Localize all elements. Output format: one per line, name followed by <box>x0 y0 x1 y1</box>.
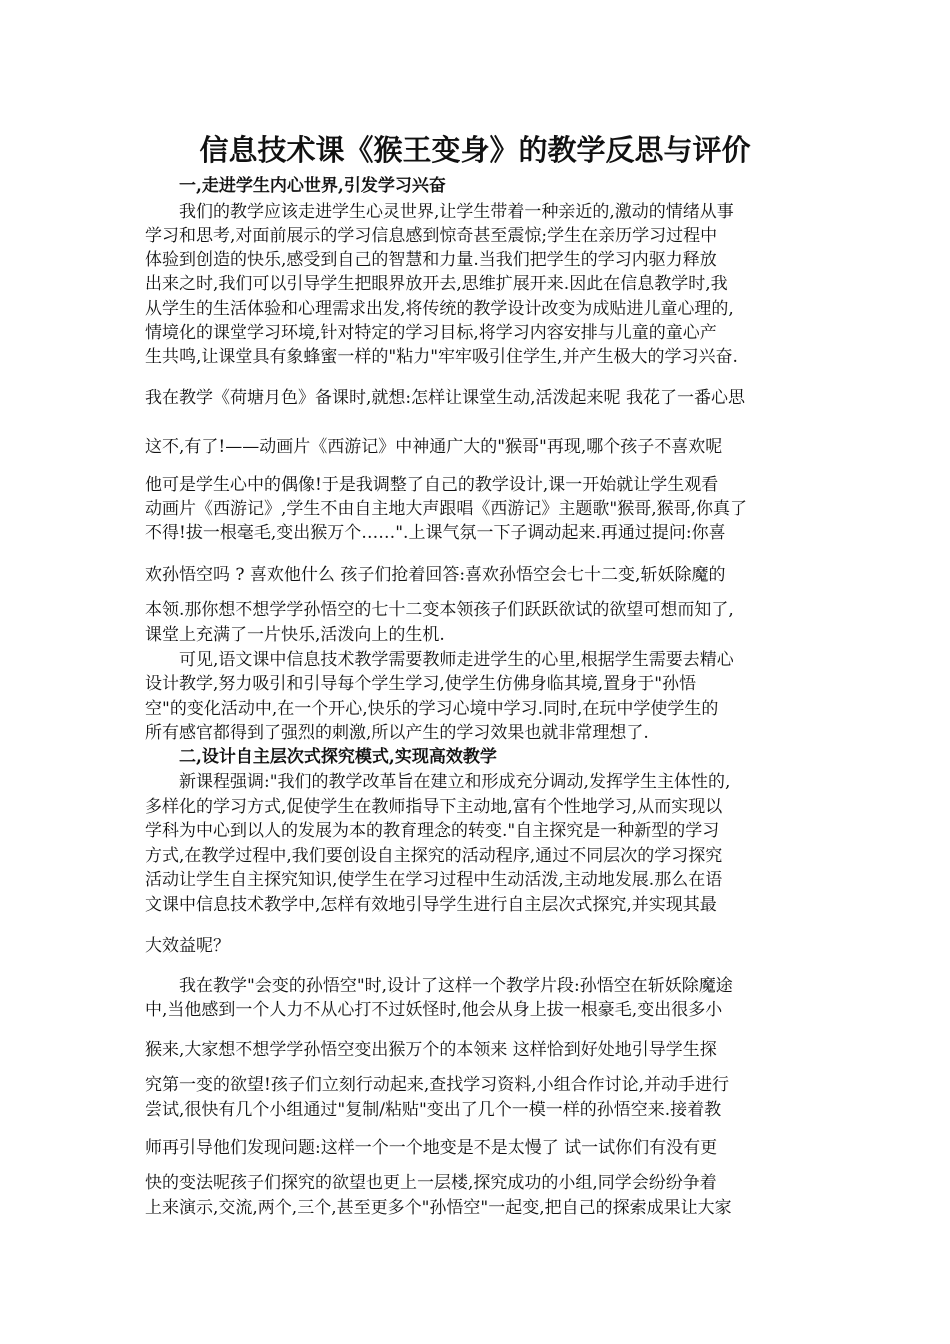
paragraph-line: 情境化的课堂学习环境,针对特定的学习目标,将学习内容安排与儿童的童心产 <box>145 323 717 343</box>
paragraph-line: 文课中信息技术教学中,怎样有效地引导学生进行自主层次式探究,并实现其最 <box>145 895 717 915</box>
paragraph-line: 活动让学生自主探究知识,使学生在学习过程中生动活泼,主动地发展.那么在语 <box>145 870 723 890</box>
section-heading-1: 一,走进学生内心世界,引发学习兴奋 <box>179 176 446 196</box>
paragraph-line: 尝试,很快有几个小组通过"复制/粘贴"变出了几个一模一样的孙悟空来.接着教 <box>145 1100 722 1120</box>
paragraph-line: 上来演示,交流,两个,三个,甚至更多个"孙悟空"一起变,把自己的探索成果让大家 <box>145 1198 732 1218</box>
paragraph-line: 这不,有了!——动画片《西游记》中神通广大的"猴哥"再现,哪个孩子不喜欢呢 <box>145 437 723 457</box>
paragraph-line: 多样化的学习方式,促使学生在教师指导下主动地,富有个性地学习,从而实现以 <box>145 797 723 817</box>
paragraph-line: 新课程强调:"我们的教学改革旨在建立和形成充分调动,发挥学生主体性的, <box>179 772 731 792</box>
paragraph-line: 欢孙悟空吗 ? 喜欢他什么 孩子们抢着回答:喜欢孙悟空会七十二变,斩妖除魔的 <box>145 565 726 585</box>
paragraph-line: 师再引导他们发现问题:这样一个一个地变是不是太慢了 试一试你们有没有更 <box>145 1138 718 1158</box>
paragraph-line: 从学生的生活体验和心理需求出发,将传统的教学设计改变为成贴进儿童心理的, <box>145 299 734 319</box>
paragraph-line: 所有感官都得到了强烈的刺激,所以产生的学习效果也就非常理想了. <box>145 723 649 743</box>
paragraph-line: 猴来,大家想不想学学孙悟空变出猴万个的本领来 这样恰到好处地引导学生探 <box>145 1040 717 1060</box>
paragraph-line: 学科为中心到以人的发展为本的教育理念的转变."自主探究是一种新型的学习 <box>145 821 720 841</box>
paragraph-line: 本领.那你想不想学学孙悟空的七十二变本领孩子们跃跃欲试的欲望可想而知了, <box>145 600 734 620</box>
paragraph-line: 课堂上充满了一片快乐,活泼向上的生机. <box>145 625 445 645</box>
paragraph-line: 中,当他感到一个人力不从心打不过妖怪时,他会从身上拔一根豪毛,变出很多小 <box>145 1000 723 1020</box>
paragraph-line: 究第一变的欲望!孩子们立刻行动起来,查找学习资料,小组合作讨论,并动手进行 <box>145 1075 730 1095</box>
paragraph-line: 出来之时,我们可以引导学生把眼界放开去,思维扩展开来.因此在信息教学时,我 <box>145 274 728 294</box>
paragraph-line: 我在教学"会变的孙悟空"时,设计了这样一个教学片段:孙悟空在斩妖除魔途 <box>179 976 733 996</box>
paragraph-line: 动画片《西游记》,学生不由自主地大声跟唱《西游记》主题歌"猴哥,猴哥,你真了 <box>145 499 748 519</box>
paragraph-line: 他可是学生心中的偶像!于是我调整了自己的教学设计,课一开始就让学生观看 <box>145 475 719 495</box>
paragraph-line: 大效益呢？ <box>145 936 230 956</box>
paragraph-line: 生共鸣,让课堂具有象蜂蜜一样的"粘力"牢牢吸引住学生,并产生极大的学习兴奋. <box>145 347 738 367</box>
paragraph-line: 快的变法呢孩子们探究的欲望也更上一层楼,探究成功的小组,同学会纷纷争着 <box>145 1173 717 1193</box>
paragraph-line: 可见,语文课中信息技术教学需要教师走进学生的心里,根据学生需要去精心 <box>179 650 734 670</box>
paragraph-line: 学习和思考,对面前展示的学习信息感到惊奇甚至震惊;学生在亲历学习过程中 <box>145 226 718 246</box>
document-title: 信息技术课《猴王变身》的教学反思与评价 <box>199 133 751 167</box>
paragraph-line: 我们的教学应该走进学生心灵世界,让学生带着一种亲近的,激动的情绪从事 <box>179 202 734 222</box>
paragraph-line: 体验到创造的快乐,感受到自己的智慧和力量.当我们把学生的学习内驱力释放 <box>145 250 717 270</box>
paragraph-line: 不得!拔一根毫毛,变出猴万个……".上课气氛一下子调动起来.再通过提问:你喜 <box>145 523 726 543</box>
section-heading-2: 二,设计自主层次式探究模式,实现高效教学 <box>179 747 497 767</box>
paragraph-line: 空"的变化活动中,在一个开心,快乐的学习心境中学习.同时,在玩中学使学生的 <box>145 699 719 719</box>
paragraph-line: 我在教学《荷塘月色》备课时,就想:怎样让课堂生动,活泼起来呢 我花了一番心思 <box>145 388 745 408</box>
paragraph-line: 方式,在教学过程中,我们要创设自主探究的活动程序,通过不同层次的学习探究 <box>145 846 723 866</box>
paragraph-line: 设计教学,努力吸引和引导每个学生学习,使学生仿佛身临其境,置身于"孙悟 <box>145 674 697 694</box>
